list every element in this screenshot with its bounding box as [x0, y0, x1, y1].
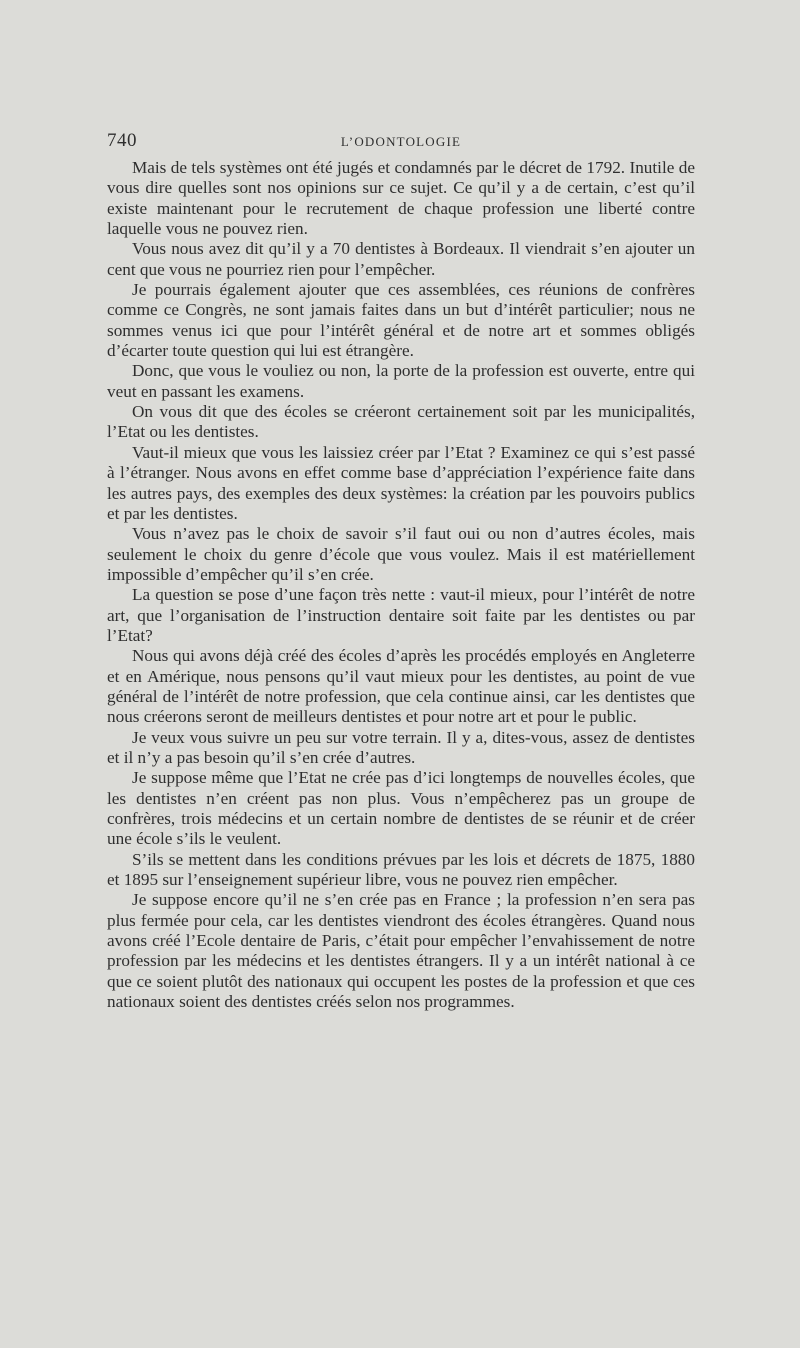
paragraph: Nous qui avons déjà créé des écoles d’après les procédés employés en Angleterre et en Amérique, nous pensons qu’il vaut mieux pour les dentistes, au point de vue général de l’intérêt de notre profession, que cela continue ainsi, car les dentistes que nous créerons seront de meilleurs dentistes et pour notre art et pour le public. [107, 646, 695, 727]
paragraph: Vous nous avez dit qu’il y a 70 dentistes à Bordeaux. Il viendrait s’en ajouter un cent que vous ne pourriez rien pour l’empêcher. [107, 239, 695, 279]
page-header [107, 130, 695, 156]
paragraph: Vous n’avez pas le choix de savoir s’il faut oui ou non d’autres écoles, mais seulement le choix du genre d’école que vous voulez. Mais il est matériellement impossible d’empêcher qu’il s’en crée. [107, 524, 695, 584]
paragraph: Donc, que vous le vouliez ou non, la porte de la profession est ouverte, entre qui veut en passant les examens. [107, 361, 695, 401]
paragraph: Je suppose encore qu’il ne s’en crée pas en France ; la profession n’en sera pas plus fermée pour cela, car les dentistes viendront des écoles étrangères. Quand nous avons créé l’Ecole dentaire de Paris, c’était pour empêcher l’envahissement de notre profession par les médecins et les dentistes étrangers. Il y a un intérêt national à ce que ce soient plutôt des nationaux qui occupent les postes de la profession et que ces nationaux soient des dentistes créés selon nos programmes. [107, 890, 695, 1012]
paragraph: Vaut-il mieux que vous les laissiez créer par l’Etat ? Examinez ce qui s’est passé à l’étranger. Nous avons en effet comme base d’appréciation l’expérience faite dans les autres pays, des exemples des deux systèmes: la création par les pouvoirs publics et par les dentistes. [107, 442, 695, 523]
paragraph: S’ils se mettent dans les conditions prévues par les lois et décrets de 1875, 1880 et 1895 sur l’enseignement supérieur libre, vous ne pouvez rien empêcher. [107, 849, 695, 890]
running-title: L’ODONTOLOGIE [340, 134, 462, 149]
body-text [107, 158, 695, 1012]
paragraph: Je veux vous suivre un peu sur votre terrain. Il y a, dites-vous, assez de dentistes et il n’y a pas besoin qu’il s’en crée d’autres. [107, 727, 695, 767]
page-number: 740 [107, 130, 137, 151]
paragraph: Je suppose même que l’Etat ne crée pas d’ici longtemps de nouvelles écoles, que les dentistes n’en créent pas non plus. Vous n’empêcherez pas un groupe de confrères, trois médecins et un certain nombre de dentistes de se réunir et de créer une école s’ils le veulent. [107, 768, 695, 849]
paragraph: La question se pose d’une façon très nette : vaut-il mieux, pour l’intérêt de notre art, que l’organisation de l’instruction dentaire soit faite par les dentistes ou par l’Etat? [107, 585, 695, 645]
paragraph: Mais de tels systèmes ont été jugés et condamnés par le décret de 1792. Inutile de vous dire quelles sont nos opinions sur ce sujet. Ce qu’il y a de certain, c’est qu’il existe maintenant pour le recrutement de chaque profession une liberté contre laquelle vous ne pouvez rien. [107, 158, 695, 239]
paragraph: On vous dit que des écoles se créeront certainement soit par les municipalités, l’Etat ou les dentistes. [107, 402, 695, 442]
paragraph: Je pourrais également ajouter que ces assemblées, ces réunions de confrères comme ce Congrès, ne sont jamais faites dans un but d’intérêt particulier; nous ne sommes venus ici que pour l’intérêt général et de notre art et sommes obligés d’écarter toute question qui lui est étrangère. [107, 280, 695, 361]
